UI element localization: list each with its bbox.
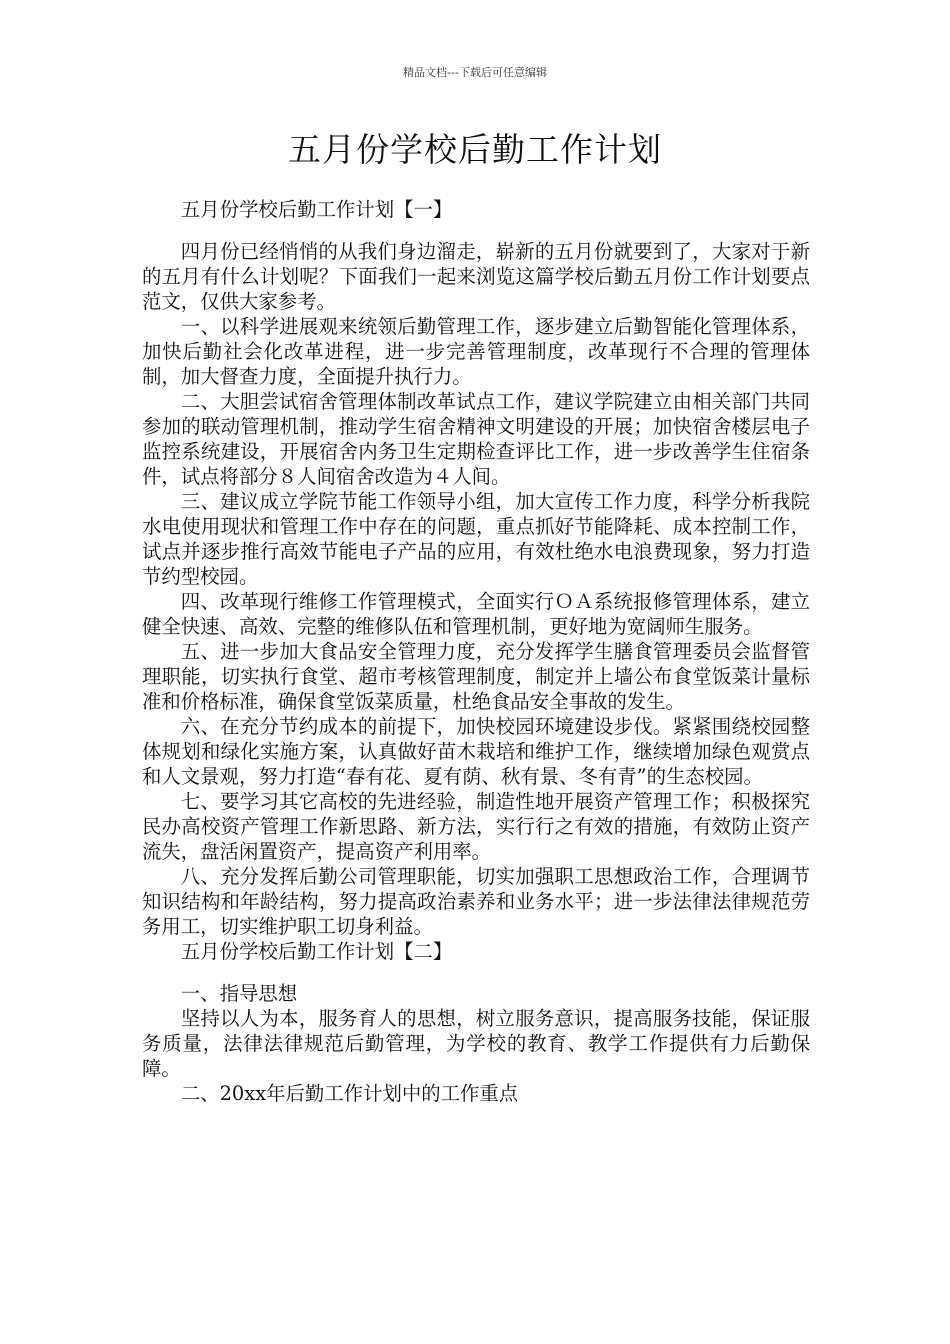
page-header: 精品文档---下载后可任意编辑: [403, 66, 547, 79]
plan-item-3: 三、建议成立学院节能工作领导小组，加大宣传工作力度，科学分析我院水电使用现状和管理工作中存在的问题，重点抓好节能降耗、成本控制工作，试点并逐步推行高效节能电子产品的应用，有效杜绝水电浪费现象，努力打造节约型校园。: [142, 490, 810, 588]
plan-item-2: 二、大胆尝试宿舍管理体制改革试点工作，建议学院建立由相关部门共同参加的联动管理机制，推动学生宿舍精神文明建设的开展；加快宿舍楼层电子监控系统建设，开展宿舍内务卫生定期检查评比工作，进一步改善学生住宿条件，试点将部分８人间宿舍改造为４人间。: [142, 390, 810, 488]
spacer: [142, 222, 810, 239]
plan-item-6: 六、在充分节约成本的前提下，加快校园环境建设步伐。紧紧围绕校园整体规划和绿化实施方案，认真做好苗木栽培和维护工作，继续增加绿色观赏点和人文景观，努力打造“春有花、夏有荫、秋有景、冬有青”的生态校园。: [142, 715, 810, 788]
plan-item-1: 一、以科学进展观来统领后勤管理工作，逐步建立后勤智能化管理体系，加快后勤社会化改革进程，进一步完善管理制度，改革现行不合理的管理体制，加大督查力度，全面提升执行力。: [142, 315, 810, 388]
section-2-title: 五月份学校后勤工作计划【二】: [180, 940, 453, 963]
plan-item-4: 四、改革现行维修工作管理模式，全面实行ＯＡ系统报修管理体系，建立健全快速、高效、完整的维修队伍和管理机制，更好地为宽阔师生服务。: [142, 590, 810, 638]
document-title: 五月份学校后勤工作计划: [288, 130, 662, 169]
plan-item-8: 八、充分发挥后勤公司管理职能，切实加强职工思想政治工作，合理调节知识结构和年龄结构，努力提高政治素养和业务水平；进一步法律法律规范劳务用工，切实维护职工切身利益。: [142, 865, 810, 938]
section-2-heading-1: 一、指导思想: [180, 982, 298, 1005]
plan-item-7: 七、要学习其它高校的先进经验，制造性地开展资产管理工作；积极探究民办高校资产管理工作新思路、新方法，实行行之有效的措施，有效防止资产流失，盘活闲置资产，提高资产利用率。: [142, 790, 810, 863]
plan-item-5: 五、进一步加大食品安全管理力度，充分发挥学生膳食管理委员会监督管理职能，切实执行食堂、超市考核管理制度，制定并上墙公布食堂饭菜计量标准和价格标准，确保食堂饭菜质量，杜绝食品安全事故的发生。: [142, 640, 810, 713]
section-2-paragraph-1: 坚持以人为本，服务育人的思想，树立服务意识，提高服务技能，保证服务质量，法律法律规范后勤管理，为学校的教育、教学工作提供有力后勤保障。: [142, 1007, 810, 1080]
spacer: [142, 964, 810, 981]
document-body: [142, 197, 810, 1106]
intro-paragraph: 四月份已经悄悄的从我们身边溜走，崭新的五月份就要到了，大家对于新的五月有什么计划呢？下面我们一起来浏览这篇学校后勤五月份工作计划要点范文，仅供大家参考。: [142, 240, 810, 313]
section-1-title: 五月份学校后勤工作计划【一】: [180, 198, 453, 221]
section-2-heading-2: 二、20xx年后勤工作计划中的工作重点: [180, 1082, 519, 1105]
